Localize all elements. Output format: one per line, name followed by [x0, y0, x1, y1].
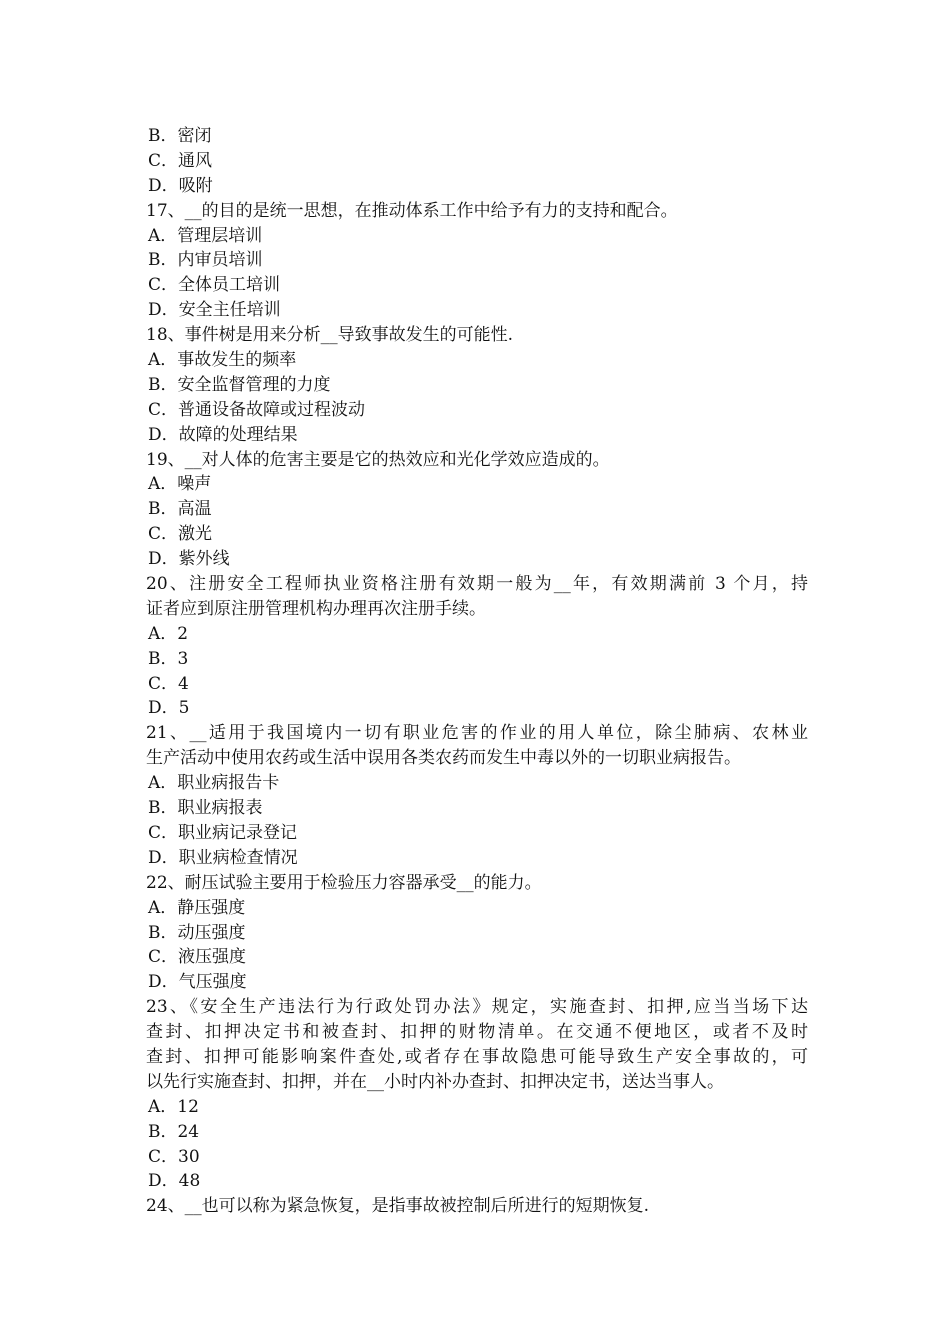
answer-option: B．3	[148, 648, 189, 669]
question-text-line: 19、__对人体的危害主要是它的热效应和光化学效应造成的。	[146, 449, 610, 470]
question-text-line: 查封、扣押可能影响案件查处,或者存在事故隐患可能导致生产安全事故的，可	[146, 1046, 808, 1067]
answer-option: B．高温	[148, 499, 212, 520]
question-text-line: 23、《安全生产违法行为行政处罚办法》规定，实施查封、扣押,应当当场下达	[146, 997, 808, 1018]
answer-option: B．安全监督管理的力度	[148, 374, 331, 395]
answer-option: B．24	[148, 1121, 200, 1142]
answer-option: D．5	[148, 698, 190, 719]
answer-option: A．事故发生的频率	[148, 350, 297, 371]
answer-option: D．气压强度	[148, 972, 247, 993]
answer-option: C．液压强度	[148, 947, 247, 968]
question-text-line: 24、__也可以称为紧急恢复，是指事故被控制后所进行的短期恢复.	[146, 1196, 650, 1217]
question-text-line: 以先行实施查封、扣押，并在__小时内补办查封、扣押决定书，送达当事人。	[146, 1071, 724, 1092]
question-text-line: 查封、扣押决定书和被查封、扣押的财物清单。在交通不便地区，或者不及时	[146, 1022, 808, 1043]
answer-option: D．紫外线	[148, 549, 230, 570]
question-text-line: 17、__的目的是统一思想，在推动体系工作中给予有力的支持和配合。	[146, 200, 678, 221]
answer-option: C．4	[148, 673, 189, 694]
answer-option: A．管理层培训	[148, 225, 263, 246]
question-text-line: 21、__适用于我国境内一切有职业危害的作业的用人单位，除尘肺病、农林业	[146, 723, 808, 744]
answer-option: B．内审员培训	[148, 250, 263, 271]
answer-option: D．吸附	[148, 175, 213, 196]
question-text-line: 20、注册安全工程师执业资格注册有效期一般为__年，有效期满前 3 个月，持	[146, 574, 808, 595]
answer-option: C．通风	[148, 150, 213, 171]
document-page	[146, 124, 808, 1219]
question-text-line: 18、事件树是用来分析__导致事故发生的可能性.	[146, 325, 514, 346]
answer-option: B．职业病报表	[148, 798, 263, 819]
answer-option: D．48	[148, 1171, 201, 1192]
answer-option: A．2	[148, 623, 189, 644]
answer-option: C．激光	[148, 524, 213, 545]
answer-option: B．密闭	[148, 126, 212, 146]
question-text-line: 生产活动中使用农药或生活中误用各类农药而发生中毒以外的一切职业病报告。	[146, 748, 741, 769]
answer-option: D．职业病检查情况	[148, 847, 298, 868]
answer-option: A．噪声	[148, 474, 212, 495]
answer-option: D．安全主任培训	[148, 300, 281, 321]
answer-option: D．故障的处理结果	[148, 424, 298, 445]
question-text-line: 22、耐压试验主要用于检验压力容器承受__的能力。	[146, 872, 542, 893]
answer-option: C．30	[148, 1146, 200, 1167]
question-text-line: 证者应到原注册管理机构办理再次注册手续。	[146, 598, 486, 619]
answer-option: B．动压强度	[148, 922, 246, 943]
answer-option: C．普通设备故障或过程波动	[148, 399, 366, 420]
answer-option: C．全体员工培训	[148, 275, 281, 296]
answer-option: A．静压强度	[148, 897, 246, 918]
answer-option: A．职业病报告卡	[148, 773, 280, 794]
answer-option: A．12	[148, 1096, 199, 1117]
answer-option: C．职业病记录登记	[148, 822, 298, 843]
